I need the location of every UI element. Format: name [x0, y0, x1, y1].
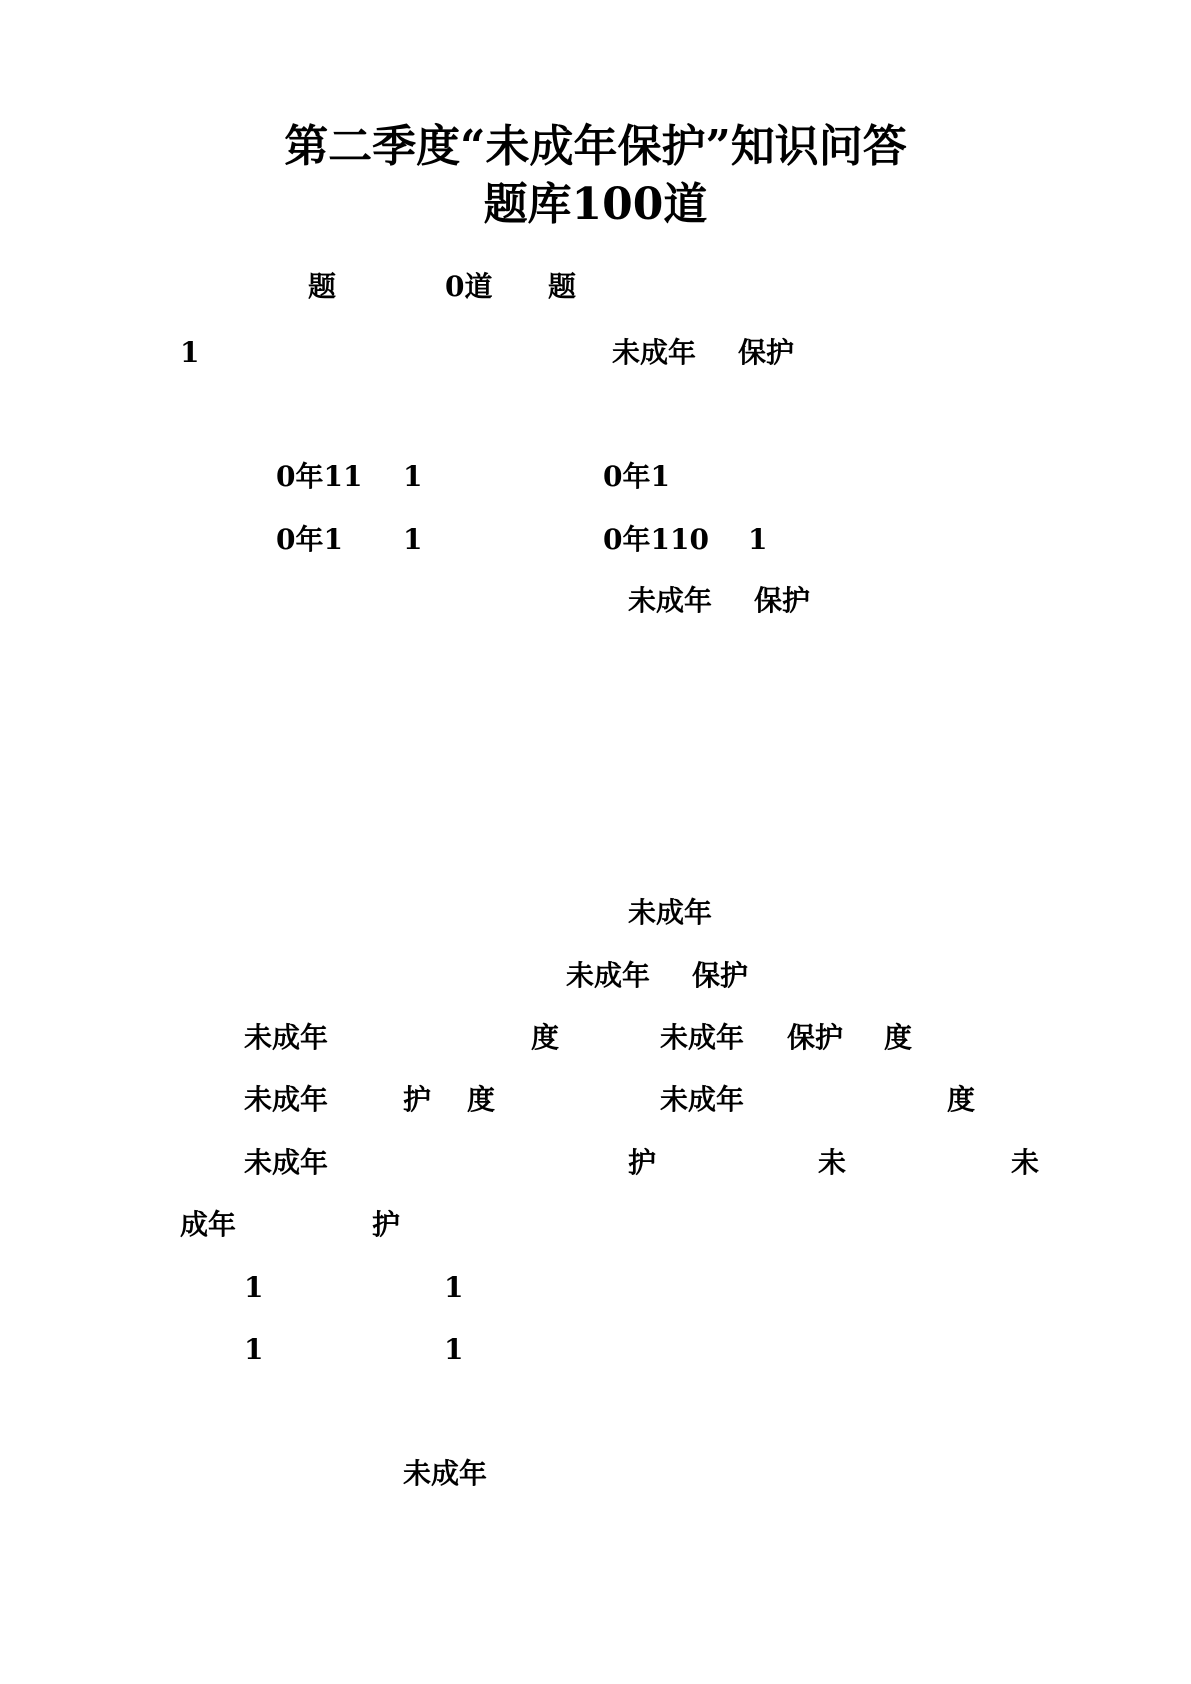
- answer-fragment: 未成年: [628, 584, 713, 617]
- text-fragment: 成年: [180, 1208, 237, 1241]
- text-fragment: 1: [444, 1271, 464, 1304]
- question-number: 1: [180, 336, 200, 369]
- document-title-line1: 第二季度“未成年保护”知识问答: [284, 121, 907, 172]
- document-title-line2: 题库100道: [483, 179, 708, 230]
- text-fragment: 未: [1011, 1146, 1040, 1179]
- answer-fragment: 保护: [754, 584, 811, 617]
- text-fragment: 护: [628, 1146, 657, 1179]
- text-fragment: 度: [467, 1083, 496, 1116]
- text-fragment: 度: [884, 1021, 913, 1054]
- text-fragment: 度: [947, 1083, 976, 1116]
- section-subheading: 保护: [692, 959, 749, 992]
- text-fragment: 未成年: [244, 1083, 329, 1116]
- text-fragment: 护: [372, 1208, 401, 1241]
- text-fragment: 1: [244, 1333, 264, 1366]
- footer-fragment: 未成年: [403, 1457, 488, 1490]
- text-fragment: 未成年: [660, 1083, 745, 1116]
- header-fragment-middle: 0道: [445, 270, 493, 303]
- text-fragment: 未成年: [244, 1021, 329, 1054]
- question-keyword: 保护: [738, 336, 795, 369]
- option-fragment: 1: [403, 523, 423, 556]
- text-fragment: 度: [531, 1021, 560, 1054]
- option-fragment: 0年110: [603, 523, 709, 556]
- text-fragment: 未: [818, 1146, 847, 1179]
- text-fragment: 未成年: [244, 1146, 329, 1179]
- header-fragment-right: 题: [548, 270, 577, 303]
- option-fragment: 0年11: [276, 460, 363, 493]
- question-keyword: 未成年: [612, 336, 697, 369]
- header-fragment-left: 题: [308, 270, 337, 303]
- option-fragment: 0年1: [276, 523, 343, 556]
- text-fragment: 保护: [787, 1021, 844, 1054]
- option-fragment: 1: [403, 460, 423, 493]
- text-fragment: 1: [244, 1271, 264, 1304]
- text-fragment: 1: [444, 1333, 464, 1366]
- section-heading: 未成年: [628, 896, 713, 929]
- section-subheading: 未成年: [566, 959, 651, 992]
- option-fragment: 1: [748, 523, 768, 556]
- text-fragment: 未成年: [660, 1021, 745, 1054]
- option-fragment: 0年1: [603, 460, 670, 493]
- text-fragment: 护: [403, 1083, 432, 1116]
